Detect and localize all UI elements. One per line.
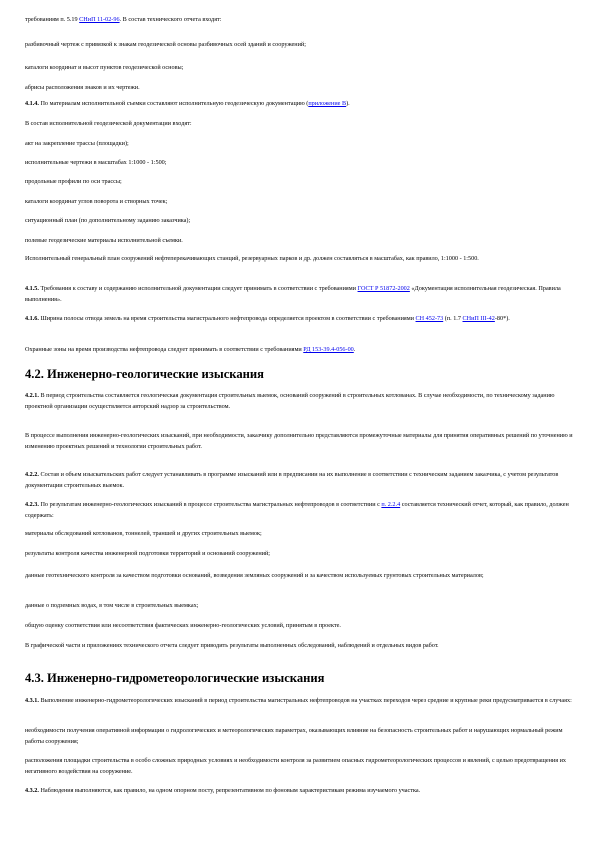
clause-number: 4.1.5.	[25, 285, 39, 292]
text-run: В графической части и приложениях технического отчета следует приводить результаты выполненных обследований, наблюдений и отдельных видов работ.	[25, 642, 439, 649]
clause-number: 4.3.1.	[25, 697, 39, 704]
clause-number: 4.1.6.	[25, 315, 39, 322]
paragraph	[25, 344, 573, 355]
clause-4-3-1	[25, 695, 573, 706]
clause-4-1-5	[25, 283, 573, 305]
document-link[interactable]: п. 2.2.4	[381, 501, 401, 508]
list-item	[25, 725, 573, 747]
text-run: Требования к составу и содержанию исполнительной документации следует принимать в соответствии с требованиями	[38, 285, 358, 292]
document-link[interactable]: СН 452-73	[415, 315, 444, 322]
clause-number: 4.1.4.	[25, 100, 39, 107]
text-run: ).	[346, 100, 350, 107]
text-run: Выполнение инженерно-гидрометеорологических изысканий в период строительства магистральных нефтепроводов на участках переходов через средние и крупные реки предусматривается в случаях:	[38, 697, 572, 704]
paragraph	[25, 118, 573, 129]
text-run: Охранные зоны на время производства нефтепровода следует принимать в соответствии с требованиями	[25, 346, 304, 353]
text-run: данные о подземных водах, в том числе в строительных выемках;	[25, 602, 199, 609]
text-run: -80*).	[494, 315, 510, 322]
list-item	[25, 62, 573, 73]
text-run: В процессе выполнения инженерно-геологических изысканий, при необходимости, заказчику дополнительно представляются промежуточные материалы для принятия оперативных решений по уточнению и изменению проектных решений и технологии строительных работ.	[25, 432, 573, 450]
text-run: Исполнительный генеральный план сооружений нефтеперекачивающих станций, резервуарных парков и др. должен составляться в масштабах, как правило, 1:1000 - 1:500.	[25, 255, 479, 262]
paragraph	[25, 430, 573, 452]
clause-4-2-2	[25, 469, 573, 491]
text-run: ситуационный план (по дополнительному заданию заказчика);	[25, 217, 191, 224]
text-run: результаты контроля качества инженерной подготовки территорий и оснований сооружений;	[25, 550, 271, 557]
list-item	[25, 620, 573, 631]
list-item	[25, 215, 573, 226]
text-run: акт на закрепление трассы (площадки);	[25, 140, 129, 147]
list-item	[25, 570, 573, 581]
text-run: разбивочный чертеж с привязкой к знакам геодезической основы разбивочных осей зданий и сооружений;	[25, 41, 306, 48]
document-link[interactable]: СНиП III-42	[462, 315, 495, 322]
clause-4-1-6	[25, 313, 573, 324]
text-run: материалы обследований котлованов, тоннелей, траншей и других строительных выемок;	[25, 530, 262, 537]
text-run: каталоги координат углов поворота и створных точек;	[25, 198, 168, 205]
text-run: данные геотехнического контроля за качеством подготовки оснований, возведения земляных сооружений и за качеством используемых грунтовых строительных материалов;	[25, 572, 484, 579]
list-item	[25, 548, 573, 559]
text-run: По результатам инженерно-геологических изысканий в процессе строительства магистральных нефтепроводов в соответствии с	[38, 501, 382, 508]
text-run: . В состав технического отчета входят:	[119, 16, 222, 23]
paragraph	[25, 640, 573, 651]
text-run: (п. 1.7	[443, 315, 463, 322]
text-run: Ширина полосы отвода земель на время строительства магистрального нефтепровода определяется проектом в соответствии с требованиями	[38, 315, 416, 322]
text-run: каталоги координат и высот пунктов геодезической основы;	[25, 64, 184, 71]
list-item	[25, 600, 573, 611]
section-heading: 4.2. Инженерно-геологические изыскания	[25, 367, 264, 381]
text-run: Наблюдения выполняются, как правило, на одном опорном посту, репрезентативном по фоновым характеристикам режима изучаемого участка.	[38, 787, 421, 794]
text-run: исполнительные чертежи в масштабах 1:1000 - 1:500;	[25, 159, 167, 166]
text-run: По материалам исполнительной съемки составляют исполнительную геодезическую документацию (	[38, 100, 309, 107]
clause-number: 4.3.2.	[25, 787, 39, 794]
list-item	[25, 138, 573, 149]
list-item	[25, 82, 573, 93]
paragraph	[25, 253, 573, 264]
list-item	[25, 39, 573, 50]
clause-number: 4.2.3.	[25, 501, 39, 508]
text-run: требованиям п. 5.19	[25, 16, 80, 23]
text-run: В период строительства составляется геологическая документация строительных выемок, оснований сооружений в строительных котлованах. В случае необходимости, по техническому заданию проектной организации осуществляется авторский надзор за строительством.	[25, 392, 555, 410]
document-link[interactable]: РД 153-39.4-056-00	[303, 346, 354, 353]
clause-number: 4.2.2.	[25, 471, 39, 478]
text-run: Состав и объем изыскательских работ следует устанавливать в программе изысканий или в предписании на их выполнение в соответствии с техническим заданием заказчика, с учетом результатов документации строительных выемок.	[25, 471, 559, 489]
paragraph	[25, 14, 573, 25]
text-run: «Документация исполнительная геодезическая. Правила выполнения».	[25, 285, 561, 303]
list-item	[25, 176, 573, 187]
document-link[interactable]: приложение В	[308, 100, 347, 107]
list-item	[25, 157, 573, 168]
clause-4-2-1	[25, 390, 573, 412]
clause-number: 4.2.1.	[25, 392, 39, 399]
list-item	[25, 235, 573, 246]
text-run: полевые геодезические материалы исполнительной съемки.	[25, 237, 183, 244]
document-link[interactable]: ГОСТ Р 51872-2002	[357, 285, 410, 292]
list-item	[25, 528, 573, 539]
text-run: общую оценку соответствия или несоответствия фактических инженерно-геологических условий, принятым в проекте.	[25, 622, 341, 629]
text-run: составляется технический отчет, который, как правило, должен содержать:	[25, 501, 569, 519]
clause-4-1-4	[25, 98, 573, 109]
text-run: В состав исполнительной геодезической документации входят:	[25, 120, 192, 127]
section-heading: 4.3. Инженерно-гидрометеорологические изыскания	[25, 671, 325, 685]
text-run: необходимости получения оперативной информации о гидрологических и метеорологических параметрах, оказывающих влияние на безопасность строительных работ и нарушающих нормальный режим работы сооружения;	[25, 727, 563, 745]
text-run: абрисы расположения знаков и их чертежи.	[25, 84, 140, 91]
text-run: .	[353, 346, 356, 353]
list-item	[25, 196, 573, 207]
text-run: расположения площадки строительства в особо сложных природных условиях и необходимости контроля за развитием опасных гидрометеорологических процессов и явлений, с целью предотвращения их негативного воздействия на сооружение.	[25, 757, 567, 775]
text-run: продольные профили по оси трассы;	[25, 178, 122, 185]
list-item	[25, 755, 573, 777]
clause-4-2-3	[25, 499, 573, 521]
document-link[interactable]: СНиП 11-02-96	[79, 16, 120, 23]
clause-4-3-2	[25, 785, 573, 796]
